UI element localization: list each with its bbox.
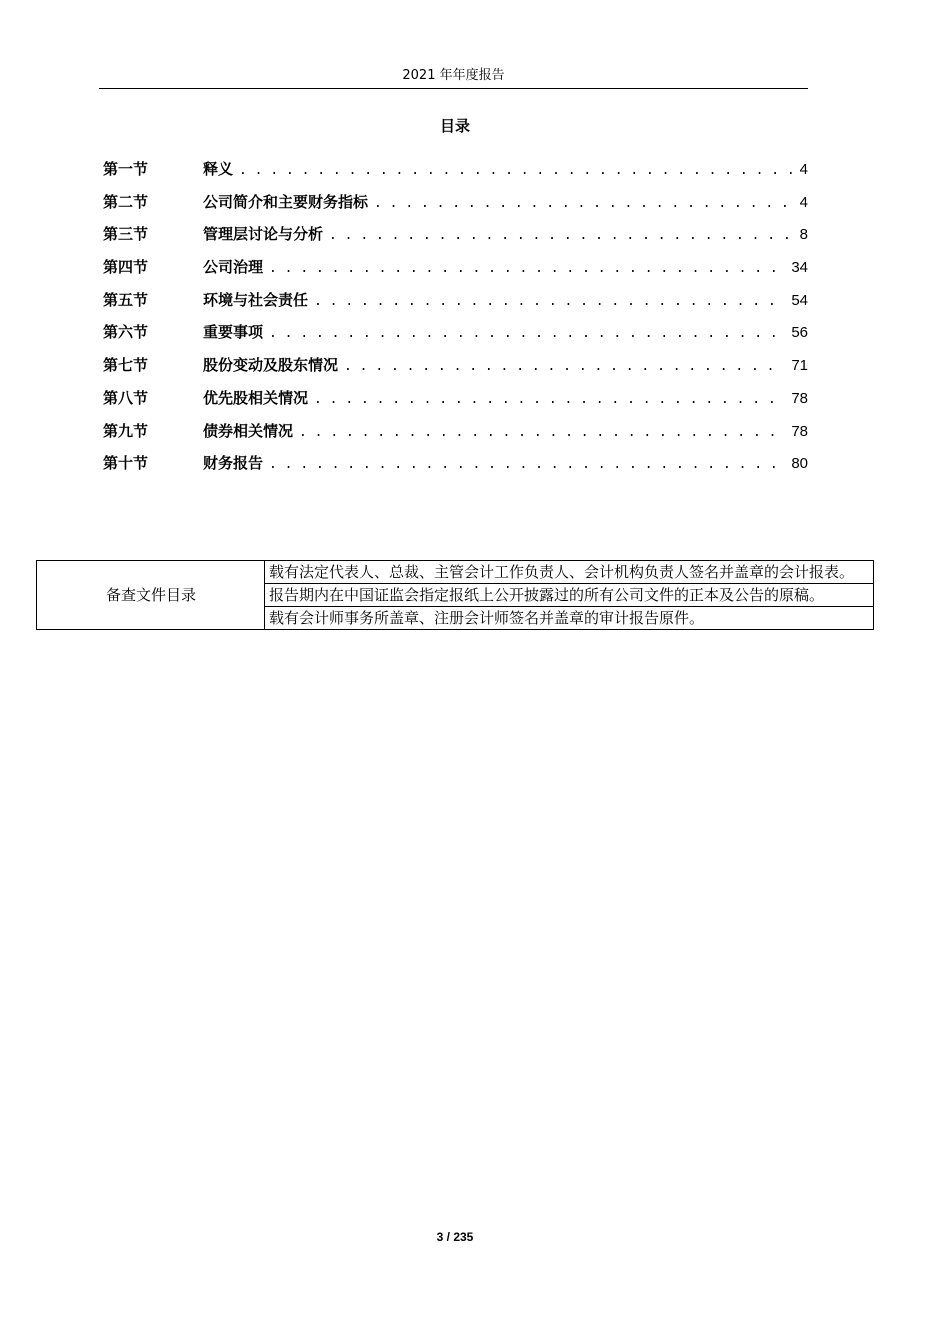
toc-dot-leader: [308, 291, 785, 313]
toc-section-number: 第七节: [103, 356, 149, 375]
reference-document-item: 载有会计师事务所盖章、注册会计师签名并盖章的审计报告原件。: [265, 607, 874, 630]
toc-dot-leader: [263, 323, 785, 345]
toc-dot-leader: [338, 356, 785, 378]
toc-section-name: 股份变动及股东情况: [203, 356, 339, 375]
toc-page-number: 4: [799, 161, 808, 178]
reference-document-item: 报告期内在中国证监会指定报纸上公开披露过的所有公司文件的正本及公告的原稿。: [265, 584, 874, 607]
toc-dot-leader: [308, 389, 785, 411]
toc-section-number: 第五节: [103, 290, 149, 309]
toc-page-number: 56: [791, 324, 808, 342]
toc-section-name: 环境与社会责任: [203, 290, 309, 309]
toc-entry-2[interactable]: [103, 191, 808, 224]
table-row: [37, 561, 874, 584]
toc-section-number: 第二节: [103, 192, 149, 211]
toc-section-name: 公司简介和主要财务指标: [203, 192, 369, 211]
toc-section-name: 管理层讨论与分析: [203, 225, 324, 244]
toc-entry-3[interactable]: [103, 223, 808, 256]
toc-section-name: 财务报告: [203, 454, 264, 473]
toc-entry-10[interactable]: [103, 452, 808, 485]
toc-section-number: 第四节: [103, 258, 149, 277]
toc-page-number: 78: [791, 422, 808, 440]
toc-entry-6[interactable]: [103, 321, 808, 354]
reference-documents-label: 备查文件目录: [37, 561, 265, 630]
toc-page-number: 8: [799, 226, 808, 244]
toc-section-number: 第一节: [103, 160, 149, 178]
toc-page-number: 78: [791, 389, 808, 407]
toc-section-number: 第六节: [103, 323, 149, 342]
toc-section-name: 重要事项: [203, 323, 264, 342]
toc-entry-1[interactable]: [103, 158, 808, 191]
toc-dot-leader: [263, 258, 785, 280]
toc-dot-leader: [368, 193, 794, 215]
toc-section-number: 第九节: [103, 421, 149, 440]
reference-documents-table: [36, 560, 874, 630]
toc-dot-leader: [323, 225, 794, 247]
toc-dot-leader: [233, 160, 794, 182]
toc-page-number: 54: [791, 291, 808, 309]
page-number-footer: 3 / 235: [436, 1230, 474, 1244]
toc-section-number: 第十节: [103, 454, 149, 473]
toc-entry-4[interactable]: [103, 256, 808, 289]
toc-section-name: 债券相关情况: [203, 421, 294, 440]
toc-entry-9[interactable]: [103, 420, 808, 453]
page-header: [99, 66, 808, 89]
toc-entry-7[interactable]: [103, 354, 808, 387]
toc-section-name: 公司治理: [203, 258, 264, 277]
toc-entry-5[interactable]: [103, 289, 808, 322]
toc-entry-8[interactable]: [103, 387, 808, 420]
header-title: 2021 年年度报告: [402, 68, 505, 83]
toc-page-number: 80: [791, 455, 808, 473]
toc-page-number: 71: [791, 357, 808, 375]
toc-page-number: 4: [799, 193, 808, 211]
toc-dot-leader: [263, 454, 785, 476]
toc-section-number: 第三节: [103, 225, 149, 244]
toc-section-name: 释义: [203, 160, 234, 178]
toc-section-name: 优先股相关情况: [203, 388, 309, 407]
toc-section-number: 第八节: [103, 388, 149, 407]
reference-document-item: 载有法定代表人、总裁、主管会计工作负责人、会计机构负责人签名并盖章的会计报表。: [265, 561, 874, 584]
toc-page-number: 34: [791, 259, 808, 277]
toc-title: 目录: [439, 117, 470, 135]
toc-dot-leader: [293, 422, 785, 444]
table-of-contents: [103, 158, 808, 485]
